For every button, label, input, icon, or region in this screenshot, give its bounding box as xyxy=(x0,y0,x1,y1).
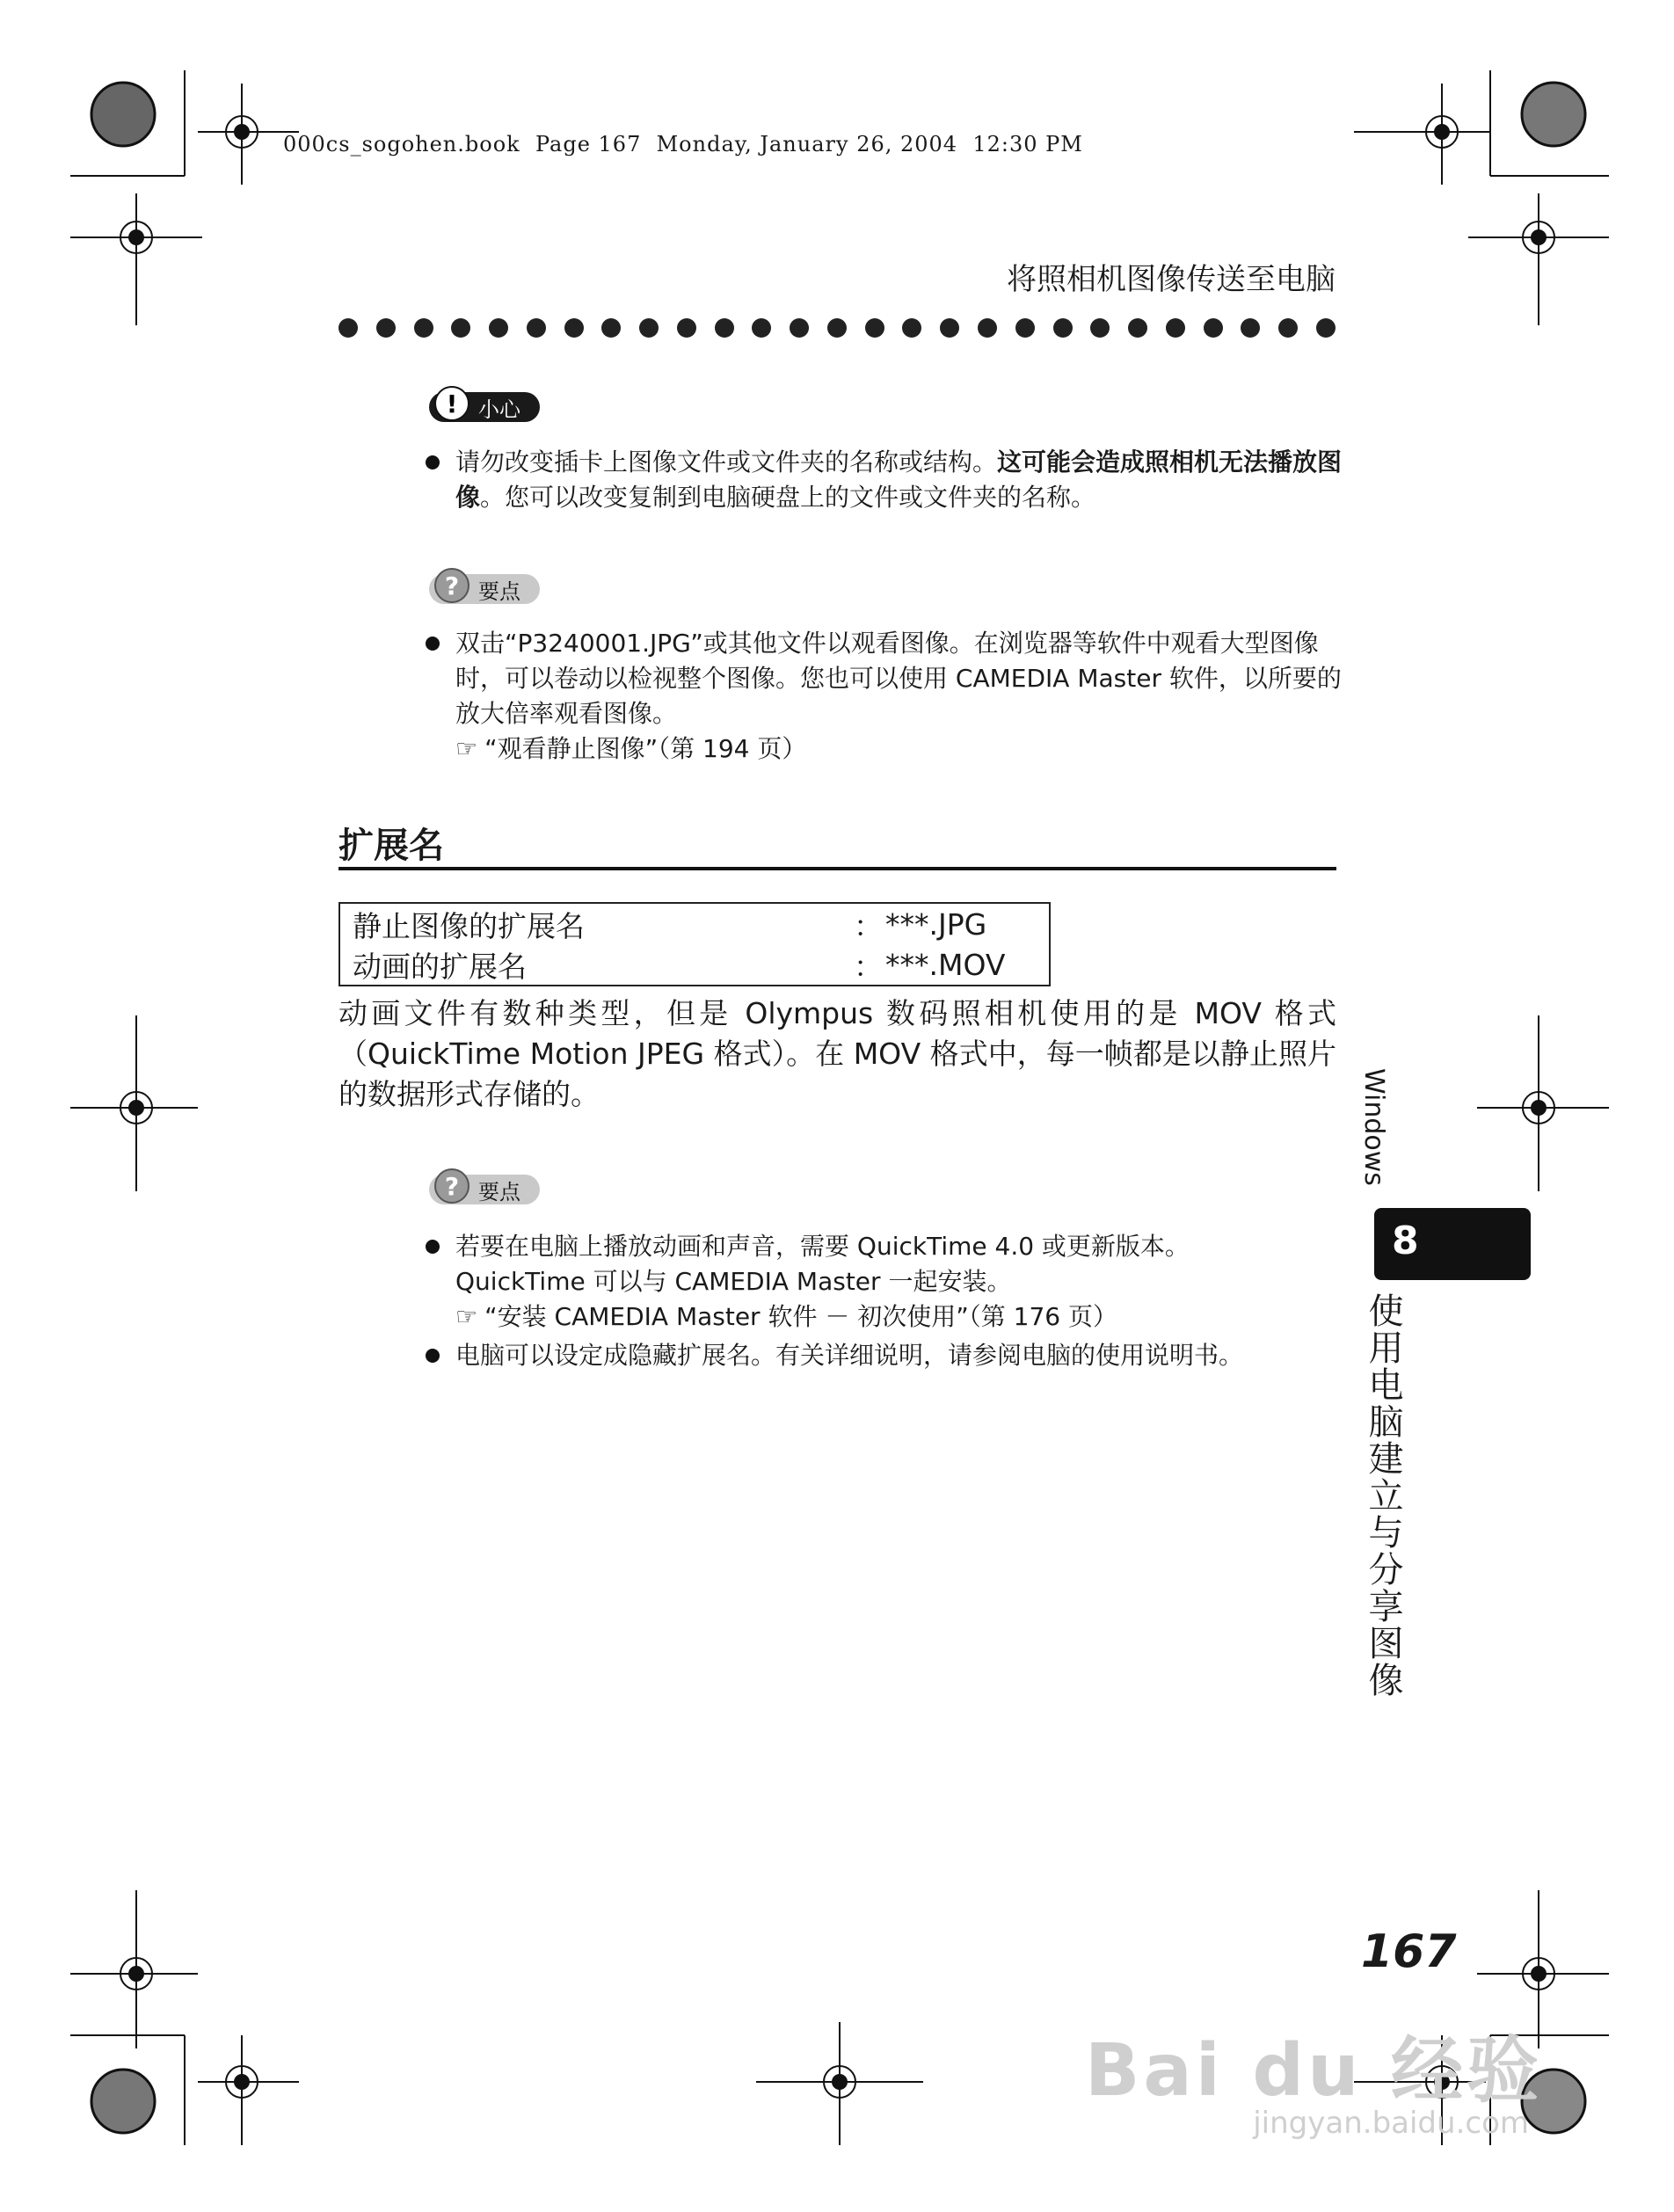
tip-label: 要点 xyxy=(478,578,520,604)
tip-line1: 若要在电脑上播放动画和声音，需要 QuickTime 4.0 或更新版本。 xyxy=(455,1232,1190,1261)
bullet-icon xyxy=(426,1349,440,1363)
side-tab-os: Windows xyxy=(1358,1068,1389,1186)
section-title: 扩展名 xyxy=(338,826,444,866)
tip-reference[interactable]: “观看静止图像”（第 194 页） xyxy=(484,734,807,763)
side-tab-chapter-title: 使用电脑建立与分享图像 xyxy=(1363,1292,1403,1699)
tip-item xyxy=(455,1229,1361,1335)
bullet-icon xyxy=(426,455,440,469)
caution-text-post: 。您可以改变复制到电脑硬盘上的文件或文件夹的名称。 xyxy=(480,483,1096,512)
row-key: 动画的扩展名 xyxy=(353,949,527,984)
section-rule xyxy=(338,867,1336,870)
tip-label: 要点 xyxy=(478,1179,520,1204)
question-icon: ? xyxy=(434,1168,469,1204)
tip-badge xyxy=(429,571,540,604)
bullet-icon xyxy=(426,637,440,651)
bullet-icon xyxy=(426,1240,440,1254)
table-row xyxy=(340,944,1049,985)
caution-text-bold: 这可能会造成照相机无法播放图像 xyxy=(455,447,1343,512)
row-sep: ： xyxy=(854,949,883,984)
file-header: 000cs_sogohen.book Page 167 Monday, January 26, 2004 12:30 PM xyxy=(283,132,1083,156)
caution-text-pre: 请勿改变插卡上图像文件或文件夹的名称或结构。 xyxy=(455,447,998,477)
exclamation-icon: ! xyxy=(434,386,469,421)
tip-badge xyxy=(429,1171,540,1204)
tip-item xyxy=(455,1338,1361,1373)
watermark: Bai du 经验 xyxy=(1084,2029,1542,2113)
tip-text: 电脑可以设定成隐藏扩展名。有关详细说明，请参阅电脑的使用说明书。 xyxy=(455,1341,1244,1370)
watermark-url: jingyan.baidu.com xyxy=(1253,2106,1529,2141)
caution-label: 小心 xyxy=(478,397,520,422)
reference-hand-icon: ☞ xyxy=(455,734,478,763)
dot-divider xyxy=(338,318,1336,338)
table-row xyxy=(340,904,1049,944)
tip-reference[interactable]: “安装 CAMEDIA Master 软件 － 初次使用”（第 176 页） xyxy=(484,1302,1118,1331)
reference-hand-icon: ☞ xyxy=(455,1302,478,1331)
row-sep: ： xyxy=(854,908,883,943)
row-value: ***.MOV xyxy=(885,947,1006,982)
running-head: 将照相机图像传送至电脑 xyxy=(1007,262,1336,297)
body-paragraph: 动画文件有数种类型，但是 Olympus 数码照相机使用的是 MOV 格式（QuickTime Motion JPEG 格式）。在 MOV 格式中，每一帧都是以静止照片的数据形式存储的。 xyxy=(338,996,1336,1111)
chapter-tab[interactable] xyxy=(1374,1208,1531,1280)
question-icon: ? xyxy=(434,568,469,603)
row-value: ***.JPG xyxy=(885,906,987,942)
caution-badge xyxy=(429,389,540,422)
tip-text: 双击“P3240001.JPG”或其他文件以观看图像。在浏览器等软件中观看大型图像时，可以卷动以检视整个图像。您也可以使用 CAMEDIA Master 软件，以所要的放大倍率观看图像。 xyxy=(455,629,1342,728)
caution-item xyxy=(455,445,1361,515)
page-number: 167 xyxy=(1361,1925,1457,1978)
chapter-number: 8 xyxy=(1392,1219,1419,1263)
extension-table xyxy=(338,902,1051,986)
row-key: 静止图像的扩展名 xyxy=(353,908,585,943)
tip-line2: QuickTime 可以与 CAMEDIA Master 一起安装。 xyxy=(455,1267,1012,1296)
tip-item xyxy=(455,626,1361,767)
